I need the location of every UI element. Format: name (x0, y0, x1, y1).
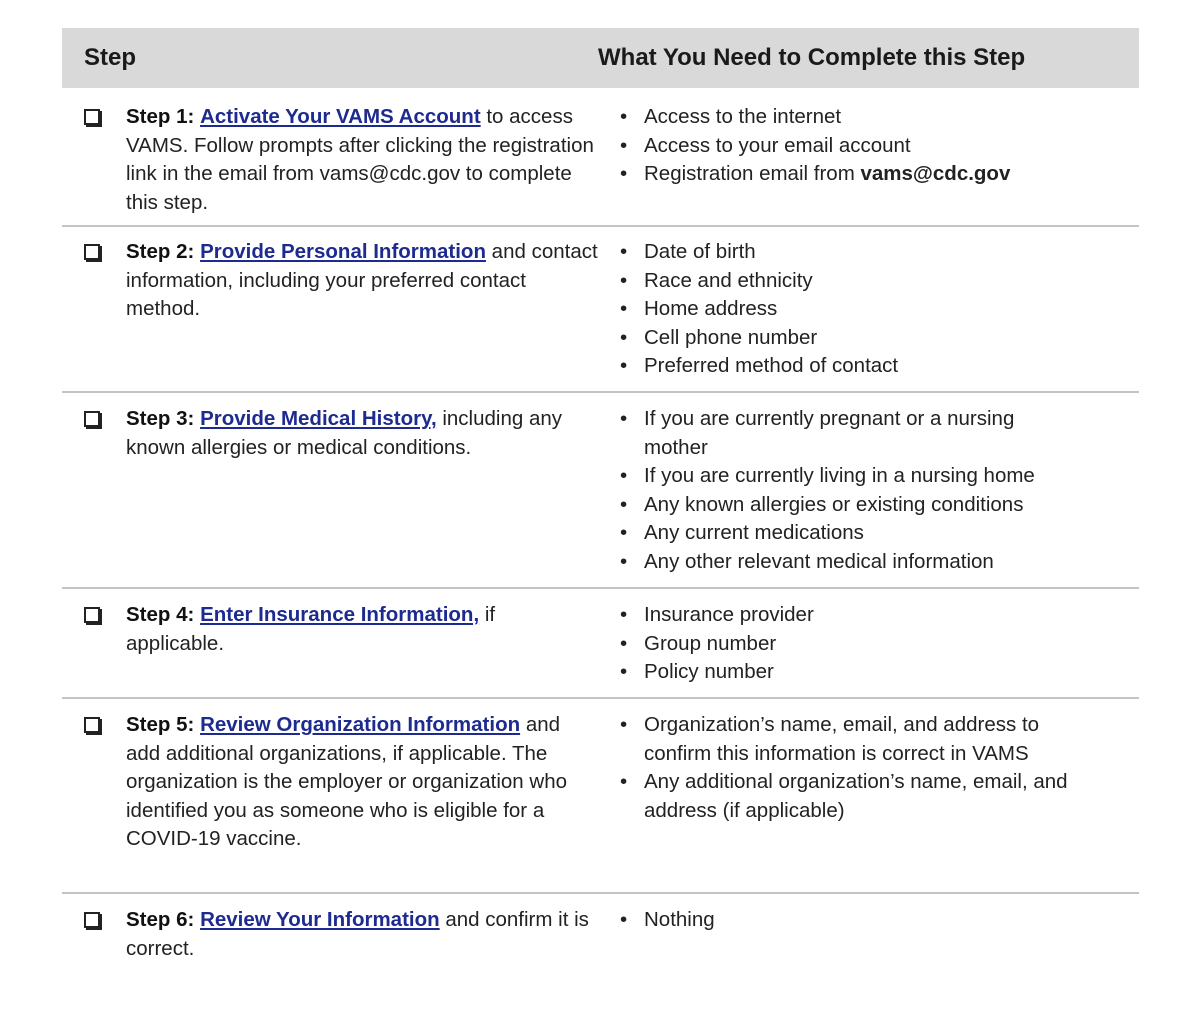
requirements-cell (618, 227, 1139, 391)
requirements-list (618, 906, 1139, 935)
insurance-info-link[interactable]: Enter Insurance Information, (200, 603, 480, 626)
step-description: if applicable. (126, 603, 496, 655)
table-header (62, 28, 1139, 88)
list-item: • Nothing (618, 906, 1139, 935)
list-item: • Any other relevant medical information (618, 548, 1139, 577)
checkbox-step-4[interactable] (84, 607, 100, 623)
requirements-list (618, 405, 1139, 576)
requirements-list (618, 103, 1139, 189)
step-cell (62, 589, 618, 697)
table-row (62, 393, 1139, 589)
list-item: • If you are currently living in a nursing home (618, 462, 1139, 491)
list-item: • Preferred method of contact (618, 352, 1139, 381)
requirements-cell (618, 894, 1139, 984)
checkbox-step-5[interactable] (84, 717, 100, 733)
list-item: • Policy number (618, 658, 1139, 687)
list-item: • Any current medications (618, 519, 1139, 548)
organization-info-link[interactable]: Review Organization Information (200, 713, 521, 736)
list-item: • Any additional organization’s name, email, and address (if applicable) (618, 768, 1139, 825)
activate-account-link[interactable]: Activate Your VAMS Account (200, 105, 481, 128)
step-cell (62, 699, 618, 892)
list-item: • Date of birth (618, 238, 1139, 267)
table-row (62, 589, 1139, 699)
checkbox-step-1[interactable] (84, 109, 100, 125)
list-item: • Cell phone number (618, 324, 1139, 353)
table-row (62, 699, 1139, 894)
list-item: • Access to the internet (618, 103, 1139, 132)
step-label: Step 6: (126, 908, 195, 931)
table-row (62, 894, 1139, 984)
list-item: • Organization’s name, email, and address to confirm this information is correct in VAMS (618, 711, 1139, 768)
requirements-list (618, 601, 1139, 687)
step-cell (62, 88, 618, 225)
review-info-link[interactable]: Review Your Information (200, 908, 440, 931)
step-label: Step 4: (126, 603, 195, 626)
step-cell (62, 393, 618, 587)
step-description: to access VAMS. Follow prompts after clicking the registration link in the email from vams@cdc.gov to complete this step. (126, 105, 594, 214)
step-label: Step 3: (126, 407, 195, 430)
step-label: Step 2: (126, 240, 195, 263)
step-description: and confirm it is correct. (126, 908, 589, 960)
requirements-cell (618, 393, 1139, 587)
header-step: Step (84, 44, 137, 71)
step-label: Step 1: (126, 105, 195, 128)
step-cell (62, 894, 618, 984)
list-item (618, 160, 1139, 189)
checkbox-step-2[interactable] (84, 244, 100, 260)
checkbox-step-3[interactable] (84, 411, 100, 427)
requirements-list (618, 711, 1139, 825)
list-item-text: Registration email from (644, 162, 861, 185)
header-need: What You Need to Complete this Step (598, 44, 1026, 71)
requirements-list (618, 238, 1139, 381)
email-address: vams@cdc.gov (860, 162, 1011, 185)
list-item: • Access to your email account (618, 132, 1139, 161)
table-row (62, 88, 1139, 227)
list-item: • If you are currently pregnant or a nursing mother (618, 405, 1139, 462)
steps-table (62, 28, 1139, 984)
step-description: and add additional organizations, if applicable. The organization is the employer or organization who identified you as someone who is eligible for a COVID-19 vaccine. (126, 713, 568, 850)
list-item: • Group number (618, 630, 1139, 659)
step-description: and contact information, including your preferred contact method. (126, 240, 598, 320)
list-item: • Insurance provider (618, 601, 1139, 630)
list-item: • Any known allergies or existing conditions (618, 491, 1139, 520)
checkbox-step-6[interactable] (84, 912, 100, 928)
requirements-cell (618, 699, 1139, 892)
requirements-cell (618, 589, 1139, 697)
medical-history-link[interactable]: Provide Medical History, (200, 407, 437, 430)
step-cell (62, 227, 618, 391)
requirements-cell (618, 88, 1139, 225)
list-item: • Home address (618, 295, 1139, 324)
step-description: including any known allergies or medical conditions. (126, 407, 563, 459)
step-label: Step 5: (126, 713, 195, 736)
table-row (62, 227, 1139, 393)
personal-info-link[interactable]: Provide Personal Information (200, 240, 486, 263)
list-item: • Race and ethnicity (618, 267, 1139, 296)
